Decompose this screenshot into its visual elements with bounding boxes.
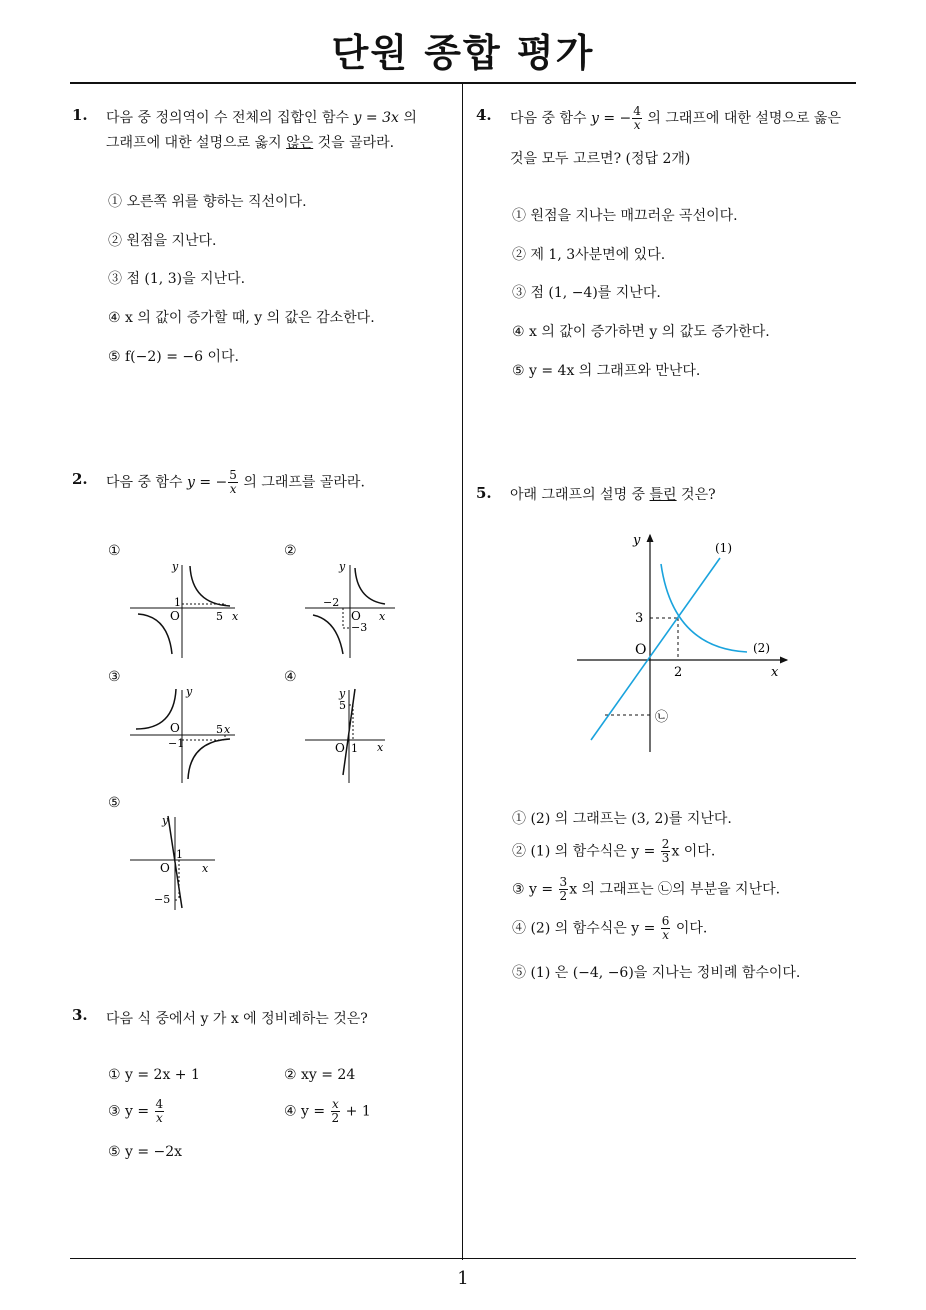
q2-marker-3: ③ <box>108 669 121 685</box>
g5-b: −5 <box>154 893 171 906</box>
q1-choice-5: ⑤ f(−2) = −6 이다. <box>108 349 239 365</box>
q2-graph-1 <box>130 560 240 660</box>
q4-choice-5: ⑤ y = 4x 의 그래프와 만난다. <box>512 363 701 379</box>
g5-y: y <box>162 814 169 827</box>
q2-marker-2: ② <box>284 543 297 559</box>
page-title: 단원 종합 평가 <box>331 31 595 75</box>
q1-text-b: 의 <box>398 110 417 126</box>
question-3-text: 다음 식 중에서 y 가 x 에 정비례하는 것은? <box>106 1011 368 1027</box>
q3-choice-4: ④ y = $\frac{x}{2}$ + 1 <box>284 1097 371 1125</box>
g3-y: y <box>186 685 193 698</box>
question-3-number: 3. <box>72 1006 88 1024</box>
q5-choice-3: ③ y = $\frac{3}{2}$ x 의 그래프는 ㉡의 부분을 지난다. <box>512 875 781 903</box>
q5-marker: ㉡ <box>655 710 669 725</box>
g1-a: 1 <box>174 596 181 609</box>
q2-graph-4 <box>305 685 405 785</box>
g2-origin: O <box>351 609 361 623</box>
question-4-line2: 것을 모두 고르면? (정답 2개) <box>510 151 691 167</box>
q4-choice-4: ④ x 의 값이 증가하면 y 의 값도 증가한다. <box>512 324 770 340</box>
g1-x: x <box>232 610 239 623</box>
q4-choice-2: ② 제 1, 3사분면에 있다. <box>512 247 666 263</box>
q4-fraction: $\frac{4}{x}$ <box>633 104 641 132</box>
q1-math: y = 3x <box>353 110 399 126</box>
q5-choice-4: ④ (2) 의 함수식은 y = $\frac{6}{x}$ 이다. <box>512 914 708 942</box>
g2-x: x <box>379 610 386 623</box>
q4-choice-1: ① 원점을 지나는 매끄러운 곡선이다. <box>512 208 738 224</box>
q2-marker-5: ⑤ <box>108 795 121 811</box>
question-2-text <box>106 469 365 496</box>
q5-label-2: (2) <box>753 641 770 655</box>
g2-y: y <box>339 560 346 573</box>
g3-a: −1 <box>168 737 185 750</box>
question-4-line1: 다음 중 함수 y = − $\frac{4}{x}$ 의 그래프에 대한 설명으로 옳은 <box>510 104 841 132</box>
question-2-number: 2. <box>72 470 88 488</box>
q2-marker-1: ① <box>108 543 121 559</box>
q2-text-a: 다음 중 함수 <box>106 474 187 491</box>
g4-b: 1 <box>351 742 358 755</box>
q5-label-1: (1) <box>715 541 732 555</box>
q1-choice-2: ② 원점을 지난다. <box>108 233 217 249</box>
q3-choice-1: ① y = 2x + 1 <box>108 1067 200 1083</box>
q2-marker-4: ④ <box>284 669 297 685</box>
top-rule <box>70 82 856 84</box>
q5-x-label: x <box>771 665 779 680</box>
q5-origin: O <box>635 642 647 658</box>
q1-text-d: 것을 골라라. <box>313 135 395 151</box>
q4-choice-3: ③ 점 (1, −4)를 지난다. <box>512 285 661 301</box>
g3-origin: O <box>170 721 180 735</box>
q5-choice-2: ② (1) 의 함수식은 y = $\frac{2}{3}$ x 이다. <box>512 837 716 865</box>
q2-graph-5 <box>130 812 230 912</box>
q5-choice-1: ① (2) 의 그래프는 (3, 2)를 지난다. <box>512 811 732 827</box>
g3-x: x <box>224 723 231 736</box>
q3-choice-2: ② xy = 24 <box>284 1067 356 1083</box>
q2-fraction: $\frac{5}{x}$ <box>229 468 237 496</box>
bottom-rule <box>70 1258 856 1259</box>
g5-x: x <box>202 862 209 875</box>
q5-tick-x: 2 <box>674 665 683 680</box>
q2-graph-2 <box>305 560 415 660</box>
g1-b: 5 <box>216 610 223 623</box>
question-5-text: 아래 그래프의 설명 중 틀린 것은? <box>510 487 716 503</box>
q5-y-label: y <box>633 533 641 548</box>
g1-origin: O <box>170 609 180 623</box>
page-number: 1 <box>457 1268 469 1289</box>
g2-b: −3 <box>351 621 368 634</box>
g1-y: y <box>172 560 179 573</box>
column-divider <box>462 84 463 1260</box>
question-1-line2 <box>106 132 394 152</box>
g4-y: y <box>339 687 346 700</box>
g4-x: x <box>377 741 384 754</box>
q5-graph <box>575 530 795 760</box>
g4-origin: O <box>335 741 345 755</box>
q3-choice-3: ③ y = $\frac{4}{x}$ <box>108 1097 164 1125</box>
q2-math: y = − <box>186 474 228 491</box>
q5-tick-y: 3 <box>635 611 644 626</box>
q1-choice-4: ④ x 의 값이 증가할 때, y 의 값은 감소한다. <box>108 310 375 326</box>
q1-text-c: 그래프에 대한 설명으로 옳지 <box>106 135 287 151</box>
q1-text-a: 다음 중 정의역이 수 전체의 집합인 함수 <box>106 110 354 126</box>
q2-graph-3 <box>130 685 240 785</box>
q3-choice-5: ⑤ y = −2x <box>108 1144 183 1160</box>
g2-a: −2 <box>323 596 340 609</box>
q1-choice-1: ① 오른쪽 위를 향하는 직선이다. <box>108 194 307 210</box>
q1-choice-3: ③ 점 (1, 3)을 지난다. <box>108 271 246 287</box>
q5-choice-5: ⑤ (1) 은 (−4, −6)을 지나는 정비례 함수이다. <box>512 965 801 981</box>
question-5-number: 5. <box>476 484 492 502</box>
g3-b: 5 <box>216 723 223 736</box>
q1-underlined: 않은 <box>286 135 314 151</box>
g5-origin: O <box>160 861 170 875</box>
question-1-line1 <box>106 107 417 127</box>
question-4-number: 4. <box>476 106 492 124</box>
g4-a: 5 <box>339 699 346 712</box>
question-1-number: 1. <box>72 106 88 124</box>
q2-text-b: 의 그래프를 골라라. <box>238 474 365 491</box>
g5-a: 1 <box>176 848 183 861</box>
